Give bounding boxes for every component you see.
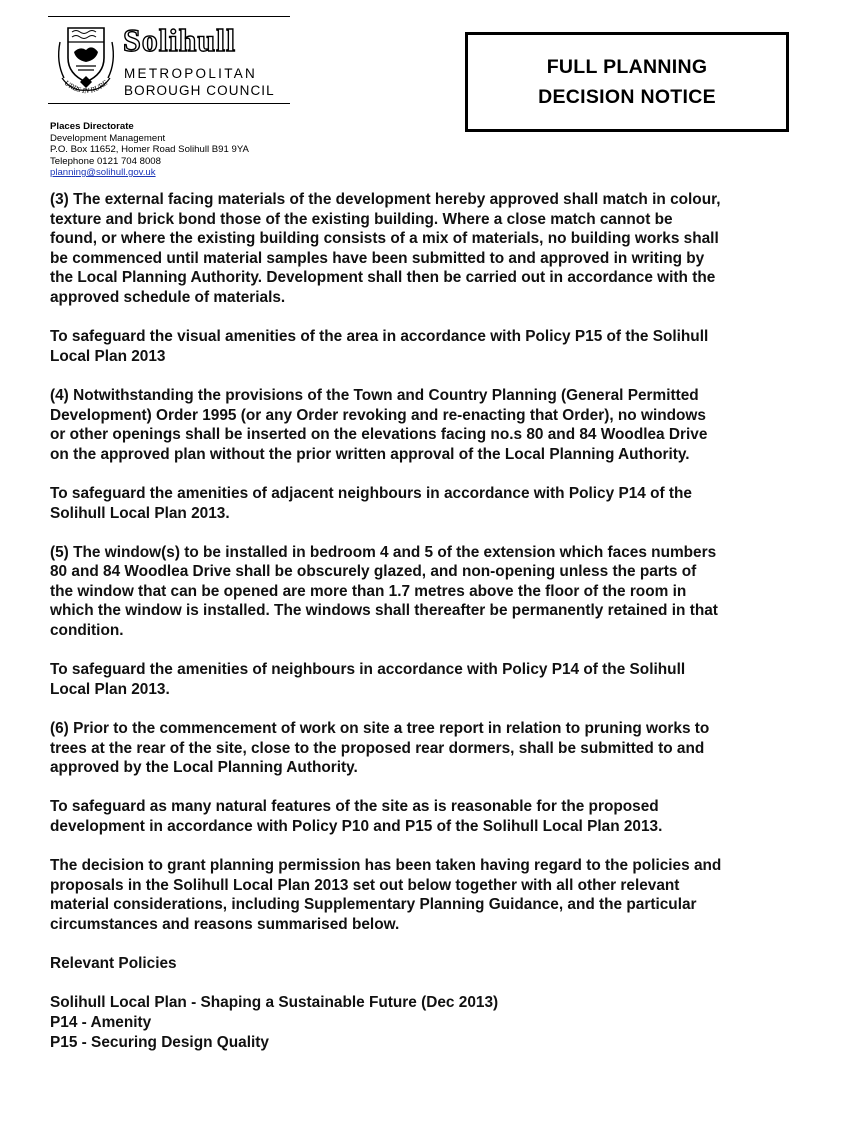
reason-6: To safeguard as many natural features of the site as is reasonable for the proposed development in accordance with Policy P10 and P15 of the Solihull Local Plan 2013. — [50, 798, 663, 835]
notice-body — [50, 190, 810, 1052]
notice-title-line1: FULL PLANNING — [546, 56, 708, 78]
logo-top-rule — [48, 16, 290, 17]
decision-statement: The decision to grant planning permission has been taken having regard to the policies and proposals in the Solihull Local Plan 2013 set out below together with all other relevant material considerations, including Supplementary Planning Guidance, and the particular circumstances and reasons summarised below. — [50, 857, 722, 933]
policy-item: P15 - Securing Design Quality — [50, 1033, 269, 1051]
condition-3: (3) The external facing materials of the development hereby approved shall match in colour, texture and brick bond those of the existing building. Where a close match cannot be found, or where the existing building consists of a mix of materials, no building works shall be commenced until material samples have been submitted to and approved in writing by the Local Planning Authority. Development shall then be carried out in accordance with the approved schedule of materials. — [50, 191, 721, 306]
council-logo — [48, 16, 292, 104]
telephone: Telephone 0121 704 8008 — [50, 155, 161, 167]
directorate-name: Places Directorate — [50, 121, 134, 132]
logo-bottom-rule — [48, 103, 290, 104]
email-link[interactable]: planning@solihull.gov.uk — [50, 167, 156, 178]
crest-motto — [54, 22, 118, 104]
svg-text:URBS IN RURE: URBS IN RURE — [62, 78, 110, 96]
relevant-policies-heading: Relevant Policies — [50, 955, 177, 973]
council-subtitle-line2: BOROUGH COUNCIL — [124, 83, 275, 98]
department-name: Development Management — [50, 132, 166, 144]
notice-title-line2: DECISION NOTICE — [538, 86, 716, 108]
policy-item: Solihull Local Plan - Shaping a Sustainable Future (Dec 2013) — [50, 994, 499, 1012]
council-name: Solihull — [123, 22, 236, 58]
policy-item: P14 - Amenity — [50, 1013, 152, 1031]
directorate-address — [50, 121, 249, 179]
postal-address: P.O. Box 11652, Homer Road Solihull B91 9YA — [50, 144, 249, 155]
reason-3: To safeguard the visual amenities of the area in accordance with Policy P15 of the Solihull Local Plan 2013 — [50, 328, 709, 365]
notice-title-box — [465, 32, 789, 132]
condition-5: (5) The window(s) to be installed in bedroom 4 and 5 of the extension which faces numbers 80 and 84 Woodlea Drive shall be obscurely glazed, and non-opening unless the parts of the window that can be opened are more than 1.7 metres above the floor of the room in which the window is installed. The windows shall thereafter be permanently retained in that condition. — [50, 543, 718, 640]
condition-6: (6) Prior to the commencement of work on site a tree report in relation to pruning works to trees at the rear of the site, close to the proposed rear dormers, shall be submitted to and approved by the Local Planning Authority. — [50, 720, 710, 777]
reason-5: To safeguard the amenities of neighbours in accordance with Policy P14 of the Solihull Local Plan 2013. — [50, 661, 686, 698]
condition-4: (4) Notwithstanding the provisions of the Town and Country Planning (General Permitted Development) Order 1995 (or any Order revoking and re-enacting that Order), no windows or other openings shall be inserted on the elevations facing no.s 80 and 84 Woodlea Drive on the approved plan without the prior written approval of the Local Planning Authority. — [50, 386, 708, 463]
council-subtitle-line1: METROPOLITAN — [124, 66, 258, 81]
reason-4: To safeguard the amenities of adjacent neighbours in accordance with Policy P14 of the Solihull Local Plan 2013. — [50, 484, 692, 522]
